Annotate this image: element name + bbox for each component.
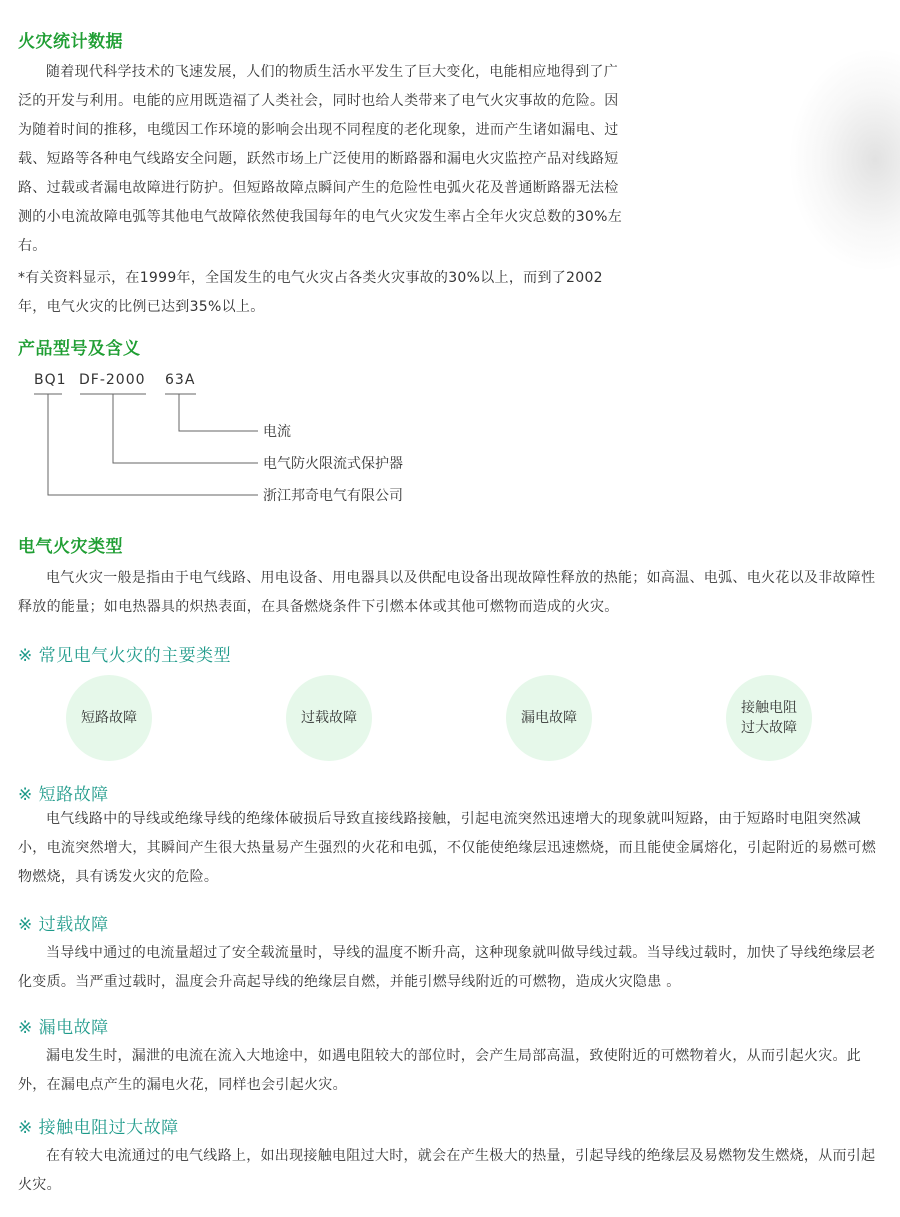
type-circle-short-circuit bbox=[66, 675, 152, 761]
leakage-heading: ※ 漏电故障 bbox=[18, 1018, 109, 1038]
short-circuit-text: 电气线路中的导线或绝缘导线的绝缘体破损后导致直接线路接触，引起电流突然迅速增大的现象就叫短路，由于短路时电阻突然减小，电流突然增大，其瞬间产生很大热量易产生强烈的火花和电弧，不仅能使绝缘层迅速燃烧，而且能使金属熔化，引起附近的易燃可燃物燃烧，具有诱发火灾的危险。 bbox=[18, 811, 876, 885]
leakage-text: 漏电发生时，漏泄的电流在流入大地途中，如遇电阻较大的部位时，会产生局部高温，致使附近的可燃物着火，从而引起火灾。此外，在漏电点产生的漏电火花，同样也会引起火灾。 bbox=[18, 1048, 862, 1093]
label-company: 浙江邦奇电气有限公司 bbox=[263, 488, 403, 504]
section-title-fire-statistics: 火灾统计数据 bbox=[18, 32, 123, 52]
type-circle-contact-resistance bbox=[726, 675, 812, 761]
type-label-overload: 过载故障 bbox=[301, 710, 357, 726]
label-protector: 电气防火限流式保护器 bbox=[263, 456, 403, 472]
fire-types-paragraph: 电气火灾一般是指由于电气线路、用电设备、用电器具以及供配电设备出现故障性释放的热能；如高温、电弧、电火花以及非故障性释放的能量；如电热器具的炽热表面，在具备燃烧条件下引燃本体或其他可燃物而造成的火灾。 bbox=[18, 570, 876, 615]
model-part-df2000: DF-2000 bbox=[79, 372, 146, 388]
fire-statistics-note: *有关资料显示，在1999年，全国发生的电气火灾占各类火灾事故的30%以上，而到了2002年，电气火灾的比例已达到35%以上。 bbox=[18, 270, 603, 315]
type-label-contact-resistance bbox=[741, 698, 797, 738]
model-bracket-diagram bbox=[0, 0, 900, 520]
type-label-short-circuit: 短路故障 bbox=[81, 710, 137, 726]
contact-resistance-heading: ※ 接触电阻过大故障 bbox=[18, 1118, 179, 1138]
connector-company bbox=[48, 394, 258, 495]
common-types-heading: ※ 常见电气火灾的主要类型 bbox=[18, 646, 232, 666]
type-circle-leakage bbox=[506, 675, 592, 761]
label-current: 电流 bbox=[263, 424, 291, 440]
connector-protector bbox=[113, 394, 258, 463]
short-circuit-heading: ※ 短路故障 bbox=[18, 785, 109, 805]
section-title-fire-types: 电气火灾类型 bbox=[18, 537, 123, 557]
fire-statistics-paragraph: 随着现代科学技术的飞速发展，人们的物质生活水平发生了巨大变化，电能相应地得到了广泛的开发与利用。电能的应用既造福了人类社会，同时也给人类带来了电气火灾事故的危险。因为随着时间的推移，电缆因工作环境的影响会出现不同程度的老化现象，进而产生诸如漏电、过载、短路等各种电气线路安全问题，跃然市场上广泛使用的断路器和漏电火灾监控产品对线路短路、过载或者漏电故障进行防护。但短路故障点瞬间产生的危险性电弧火花及普通断路器无法检测的小电流故障电弧等其他电气故障依然使我国每年的电气火灾发生率占全年火灾总数的30%左右。 bbox=[18, 64, 623, 254]
model-part-63a: 63A bbox=[165, 372, 196, 388]
type-label-contact-line1: 接触电阻 bbox=[741, 700, 797, 716]
overload-heading: ※ 过载故障 bbox=[18, 915, 109, 935]
connector-current bbox=[179, 394, 258, 431]
type-circle-overload bbox=[286, 675, 372, 761]
section-title-model-meaning: 产品型号及含义 bbox=[18, 339, 141, 359]
overload-text: 当导线中通过的电流量超过了安全载流量时，导线的温度不断升高，这种现象就叫做导线过载。当导线过载时，加快了导线绝缘层老化变质。当严重过载时，温度会升高起导线的绝缘层自燃，并能引燃导线附近的可燃物，造成火灾隐患 。 bbox=[18, 945, 876, 990]
type-label-contact-line2: 过大故障 bbox=[741, 720, 797, 736]
type-label-leakage: 漏电故障 bbox=[521, 710, 577, 726]
contact-resistance-text: 在有较大电流通过的电气线路上，如出现接触电阻过大时，就会在产生极大的热量，引起导线的绝缘层及易燃物发生燃烧，从而引起火灾。 bbox=[18, 1148, 876, 1193]
model-part-bq1: BQ1 bbox=[34, 372, 67, 388]
